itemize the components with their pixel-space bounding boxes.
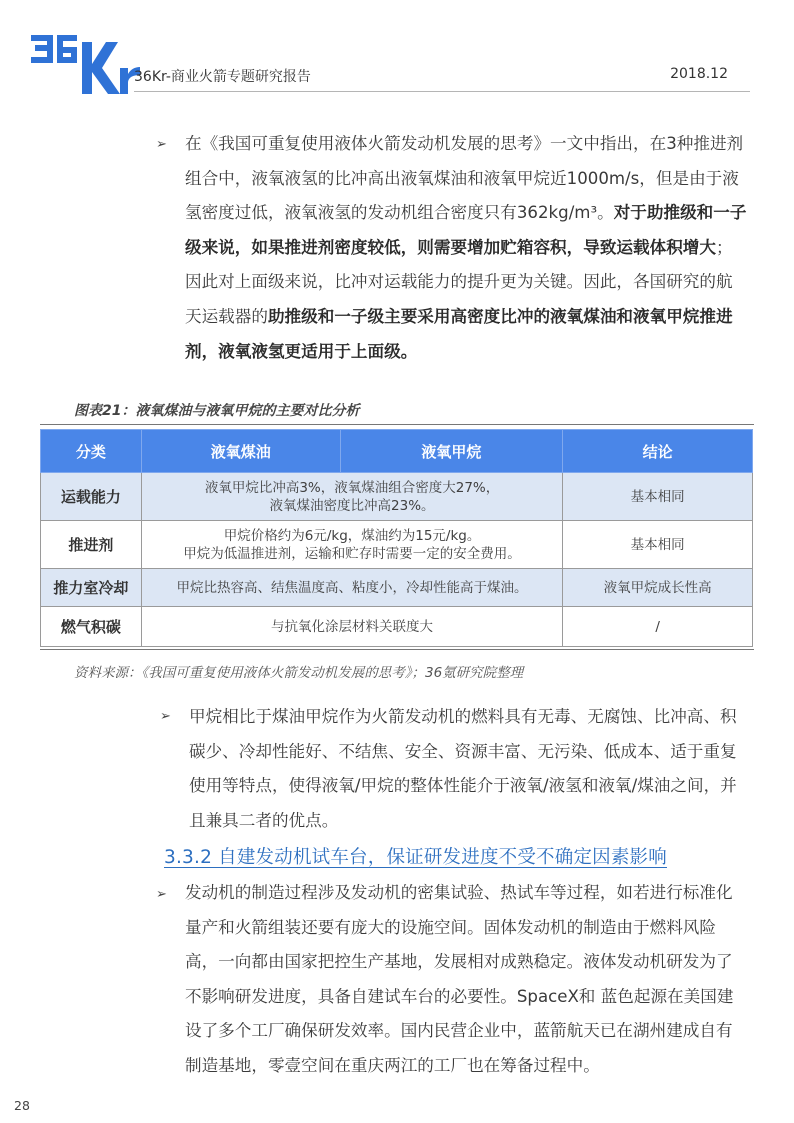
row-content-line: 液氧甲烷比冲高3%，液氧煤油组合密度大27%， [204,479,500,496]
figure-source: 资料来源：《我国可重复使用液体火箭发动机发展的思考》；36氪研究院整理 [74,665,524,681]
row-conclusion: 液氧甲烷成长性高 [563,569,753,607]
36kr-logo [30,24,140,96]
header-divider [134,91,750,92]
section-heading: 3.3.2 自建发动机试车台，保证研发进度不受不确定因素影响 [164,847,667,868]
table-bottom-rule [40,649,754,650]
row-content-line: 液氧煤油密度比冲高23%。 [269,497,435,514]
row-content [141,473,562,521]
header-methane: 液氧甲烷 [340,430,563,473]
report-title: 36Kr-商业火箭专题研究报告 [134,69,311,85]
para1-bold-2: 助推级和一子级主要采用高密度比冲的液氧煤油和液氧甲烷推进剂，液氧液氢更适用于上面级。 [185,306,733,361]
table-row [41,607,753,647]
figure-title: 图表21：液氧煤油与液氧甲烷的主要对比分析 [74,403,360,419]
table-row [41,473,753,521]
para1-text-1: 在《我国可重复使用液体火箭发动机发展的思考》一文中指出，在3种推进剂组合中，液氧液氢的比冲高出液氧煤油和液氧甲烷近1000m/s，但是由于液氢密度过低，液氧液氢的发动机组合密度只有362kg/m³。 [185,134,744,223]
table-top-rule [40,424,754,425]
row-conclusion: / [563,607,753,647]
report-date: 2018.12 [670,66,728,82]
comparison-table [40,429,753,647]
row-label: 推力室冷却 [41,569,142,607]
paragraph-methane-advantages: 甲烷相比于煤油甲烷作为火箭发动机的燃料具有无毒、无腐蚀、比冲高、积碳少、冷却性能好、不结焦、安全、资源丰富、无污染、低成本、适于重复使用等特点，使得液氧/甲烷的整体性能介于液氧/液氢和液氧/煤油之间，并且兼具二者的优点。 [189,707,737,830]
para1-text-2: ；因此对上面级来说，比冲对运载能力的提升更为关键。因此，各国研究的航天运载器的 [185,237,733,326]
table-header-row [41,430,753,473]
row-label: 运载能力 [41,473,142,521]
table-row [41,521,753,569]
row-content [141,521,562,569]
row-conclusion: 基本相同 [563,521,753,569]
row-label: 燃气积碳 [41,607,142,647]
paragraph-test-facility: 发动机的制造过程涉及发动机的密集试验、热试车等过程，如若进行标准化量产和火箭组装还要有庞大的设施空间。固体发动机的制造由于燃料风险高，一向都由国家把控生产基地，发展相对成熟稳定。液体发动机研发为了不影响研发进度，具备自建试车台的必要性。SpaceX和 蓝色起源在美国建设了多个工厂确保研发效率。国内民营企业中，蓝箭航天已在湖州建成自有制造基地，零壹空间在重庆两江的工厂也在筹备过程中。 [185,883,734,1075]
header-category: 分类 [41,430,142,473]
row-content: 甲烷比热容高、结焦温度高、粘度小，冷却性能高于煤油。 [141,569,562,607]
row-label: 推进剂 [41,521,142,569]
para1-bold-1: 对于助推级和一子级来说，如果推进剂密度较低，则需要增加贮箱容积，导致运载体积增大 [185,203,747,257]
page-number: 28 [14,1098,30,1113]
bullet-arrow-icon: ➢ [156,887,167,902]
paragraph-propellant-analysis [185,127,747,369]
header-conclusion: 结论 [563,430,753,473]
bullet-arrow-icon: ➢ [160,709,171,724]
row-content: 与抗氧化涂层材料关联度大 [141,607,562,647]
row-content-line: 甲烷价格约为6元/kg，煤油约为15元/kg。 [223,527,481,544]
row-content-line: 甲烷为低温推进剂，运输和贮存时需要一定的安全费用。 [183,545,521,562]
table-row [41,569,753,607]
bullet-arrow-icon: ➢ [156,137,167,152]
row-conclusion: 基本相同 [563,473,753,521]
header-kerosene: 液氧煤油 [141,430,340,473]
